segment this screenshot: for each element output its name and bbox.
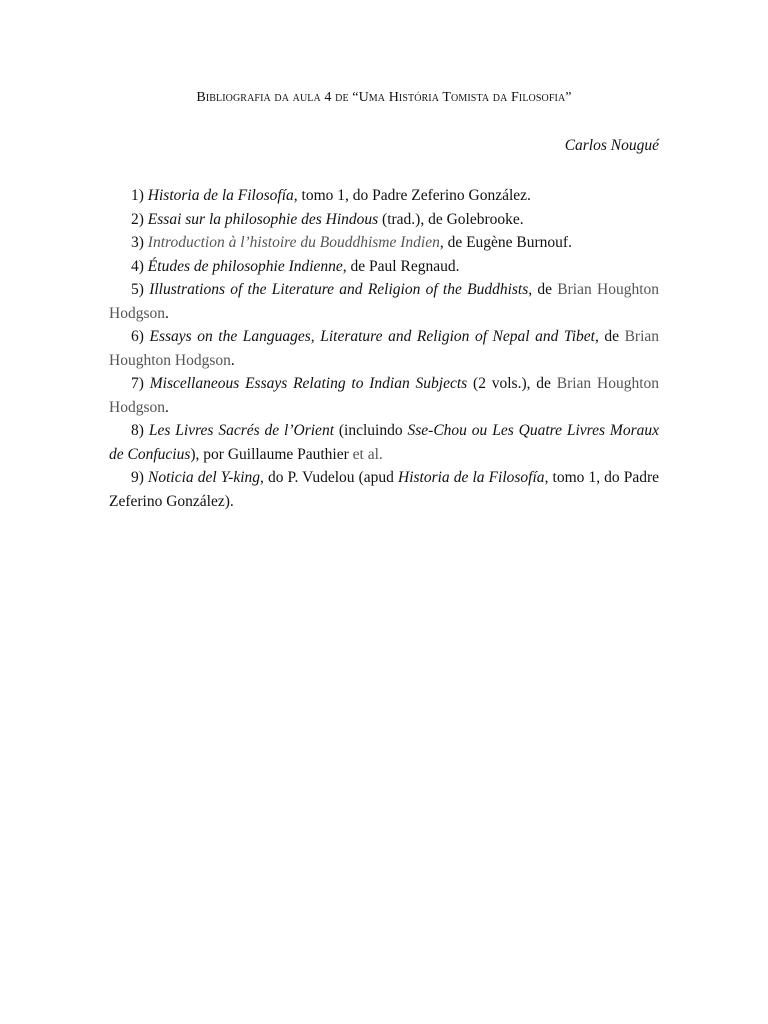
entry-number: 9) [131, 469, 144, 486]
entry-number: 2) [131, 210, 144, 228]
bibliography-entry-2 [109, 208, 659, 232]
bibliography-entry-1 [109, 184, 659, 208]
entry-details: (2 vols.), de [467, 375, 557, 392]
bibliography-entry-6 [109, 325, 659, 372]
entry-number: 3) [131, 234, 144, 251]
entry-title: Essai sur la philosophie des Hindous [147, 210, 379, 228]
entry-number: 8) [131, 422, 144, 439]
entry-title: Les Livres Sacrés de l’Orient [148, 422, 334, 439]
bibliography-entry-4 [109, 255, 659, 279]
entry-end: . [230, 351, 235, 369]
entry-details: , de [594, 328, 625, 345]
entry-end: , tomo 1, do Padre Zeferino González). [109, 469, 659, 510]
entry-end: . [164, 304, 169, 322]
entry-number: 4) [131, 257, 144, 275]
entry-subtitle: Historia de la Filosofía [398, 469, 545, 486]
entry-details: , de [528, 281, 558, 298]
entry-title: Historia de la Filosofía [147, 187, 294, 204]
bibliography-entry-8 [109, 419, 659, 466]
bibliography-entry-5 [109, 278, 659, 325]
entry-end: . [164, 398, 169, 416]
bibliography-entry-3 [109, 231, 659, 255]
entry-number: 5) [131, 281, 144, 298]
bibliography-entry-9 [109, 466, 659, 513]
entry-details: (trad.), de Golebrooke. [378, 210, 524, 228]
entry-title: Illustrations of the Literature and Religion of the Buddhists [149, 281, 529, 298]
entry-author: Brian Houghton Hodgson [109, 281, 659, 322]
entry-title: Miscellaneous Essays Relating to Indian Subjects [149, 375, 468, 392]
entry-etal: et al. [352, 445, 383, 463]
entry-author: Brian Houghton Hodgson [109, 375, 659, 416]
entry-author: Brian Houghton Hodgson [109, 328, 660, 369]
entry-title: Introduction à l’histoire du Bouddhisme Indien [147, 234, 440, 251]
entry-title: Noticia del Y-king [148, 469, 261, 486]
document-author: Carlos Nougué [564, 137, 659, 154]
document-title: Bibliografia da aula 4 de “Uma História Tomista da Filosofia” [196, 90, 572, 105]
entry-number: 1) [131, 187, 144, 204]
entry-subtitle: Sse-Chou ou Les Quatre Livres Moraux de Confucius [109, 422, 659, 463]
entry-details: ), por Guillaume Pauthier [190, 445, 353, 463]
entry-details: , tomo 1, do Padre Zeferino González. [293, 187, 531, 204]
entry-details: (incluindo [334, 422, 408, 439]
bibliography-entry-7 [109, 372, 659, 419]
entry-number: 6) [131, 328, 144, 345]
entry-details: , de Eugène Burnouf. [439, 234, 572, 251]
entry-details: , do P. Vudelou (apud [260, 469, 398, 486]
bibliography-list [109, 184, 659, 513]
entry-title: Essays on the Languages, Literature and Religion of Nepal and Tibet [149, 328, 595, 345]
entry-number: 7) [131, 375, 144, 392]
entry-details: , de Paul Regnaud. [342, 257, 460, 275]
entry-title: Études de philosophie Indienne [147, 257, 343, 275]
